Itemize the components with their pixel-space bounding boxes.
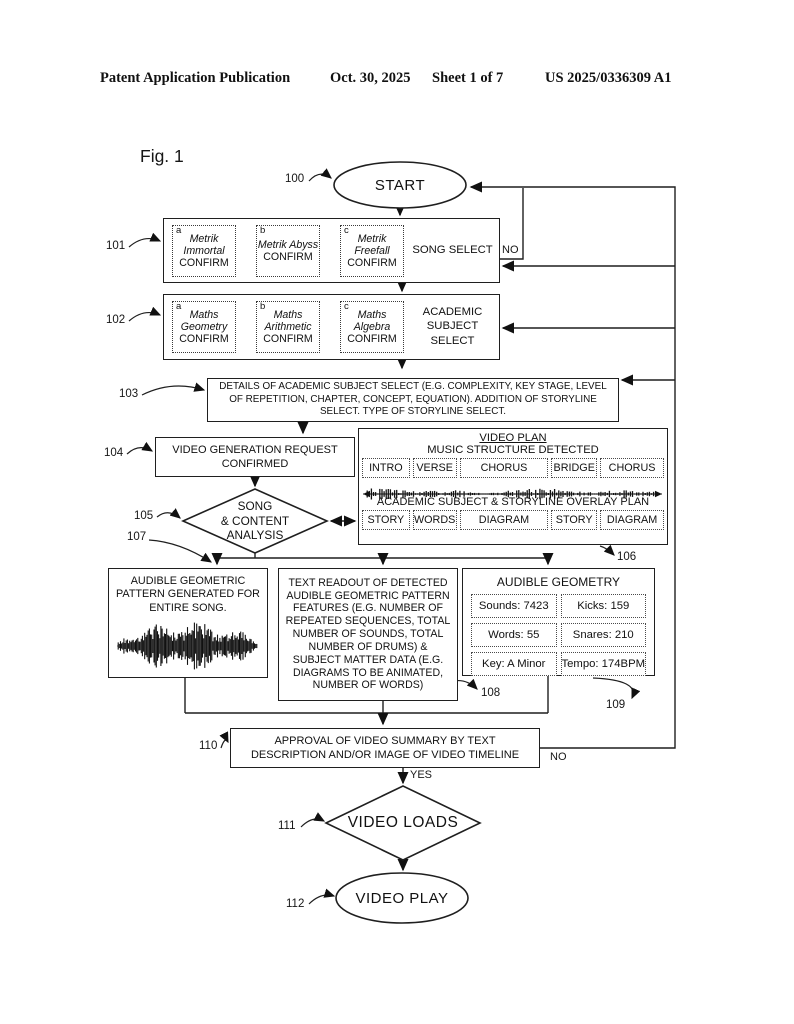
readout-text: TEXT READOUT OF DETECTED AUDIBLE GEOMETRIC PATTERN FEATURES (E.G. NUMBER OF REPEATED SEQUENCES, TOTAL NUMBER OF SOUNDS, TOTAL NUMBER OF DRUMS) & SUBJECT MATTER DATA (E.G. DIAGRAMS TO BE ANIMATED, NUMBER OF WORDS) xyxy=(285,576,451,692)
song-option-c-key: c xyxy=(344,225,349,236)
details-text: DETAILS OF ACADEMIC SUBJECT SELECT (E.G. COMPLEXITY, KEY STAGE, LEVEL OF REPETITION, CHAPTER, CONCEPT, EQUATION). ADDITION OF STORYLINE SELECT. TYPE OF STORYLINE SELECT. xyxy=(219,380,607,418)
geometry-cell-snares: Snares: 210 xyxy=(561,623,647,647)
video-loads-label: VIDEO LOADS xyxy=(347,814,459,831)
ref-109: 109 xyxy=(606,699,626,711)
header-patent-number: US 2025/0336309 A1 xyxy=(545,70,672,86)
geometry-cell-words: Words: 55 xyxy=(471,623,557,647)
geometry-cell-key: Key: A Minor xyxy=(471,652,557,676)
structure-cell: VERSE xyxy=(413,458,457,478)
ref-106: 106 xyxy=(617,551,637,563)
analysis-label xyxy=(185,497,325,545)
yes-label-approval: YES xyxy=(410,769,433,781)
readout-box xyxy=(278,568,458,701)
ref-110: 110 xyxy=(199,740,218,752)
timeline-waveform xyxy=(363,486,662,502)
geometry-cell-kicks: Kicks: 159 xyxy=(561,594,647,618)
start-node-label: START xyxy=(374,176,426,194)
video-play-label: VIDEO PLAY xyxy=(355,890,449,907)
ref-103: 103 xyxy=(119,388,139,400)
song-select-label: SONG SELECT xyxy=(412,244,493,256)
subject-option-b-name: Maths Arithmetic xyxy=(264,308,312,333)
ref-112: 112 xyxy=(286,898,305,910)
song-option-c-name: Metrik Freefall xyxy=(354,232,390,257)
ref-107: 107 xyxy=(127,531,147,543)
pattern-box xyxy=(108,568,268,678)
overlay-cell: WORDS xyxy=(413,510,457,530)
structure-cell: CHORUS xyxy=(600,458,664,478)
approval-text: APPROVAL OF VIDEO SUMMARY BY TEXT DESCRIPTION AND/OR IMAGE OF VIDEO TIMELINE xyxy=(250,734,520,761)
video-request-box xyxy=(155,437,355,477)
subject-option-a xyxy=(172,301,236,353)
no-label-song-select: NO xyxy=(502,244,519,256)
song-option-a-key: a xyxy=(176,225,182,236)
subject-option-c-name: Maths Algebra xyxy=(353,308,391,333)
geometry-row xyxy=(471,594,646,618)
geometry-row xyxy=(471,652,646,676)
geometry-title: AUDIBLE GEOMETRY xyxy=(496,575,621,589)
overlay-cell: DIAGRAM xyxy=(600,510,664,530)
subject-option-c-confirm: CONFIRM xyxy=(347,333,397,346)
subject-option-a-name: Maths Geometry xyxy=(180,308,228,333)
subject-option-c-key: c xyxy=(344,301,349,312)
song-option-b-confirm: CONFIRM xyxy=(263,251,313,263)
song-waveform xyxy=(117,619,258,673)
music-structure-row xyxy=(362,458,664,478)
structure-cell: INTRO xyxy=(362,458,410,478)
structure-cell: CHORUS xyxy=(460,458,549,478)
video-plan-title: VIDEO PLAN xyxy=(479,432,547,444)
geometry-cell-sounds: Sounds: 7423 xyxy=(471,594,557,618)
pattern-text: AUDIBLE GEOMETRIC PATTERN GENERATED FOR ENTIRE SONG. xyxy=(116,575,260,614)
ref-101: 101 xyxy=(106,240,126,252)
header-sheet: Sheet 1 of 7 xyxy=(432,70,504,86)
subject-option-b xyxy=(256,301,320,353)
song-option-b-key: b xyxy=(260,225,266,236)
song-option-b-name: Metrik Abyss xyxy=(257,238,319,251)
ref-102: 102 xyxy=(106,314,126,326)
geometry-cell-tempo: Tempo: 174BPM xyxy=(561,652,647,676)
header-date: Oct. 30, 2025 xyxy=(330,70,411,86)
overlay-plan-title: ACADEMIC SUBJECT & STORYLINE OVERLAY PLAN xyxy=(376,496,650,508)
ref-105: 105 xyxy=(134,510,154,522)
ref-108: 108 xyxy=(481,687,501,699)
subject-select-label: ACADEMIC SUBJECT SELECT xyxy=(422,306,483,347)
song-option-a xyxy=(172,225,236,277)
ref-100: 100 xyxy=(285,173,305,185)
song-option-b xyxy=(256,225,320,277)
video-plan-table xyxy=(358,428,668,545)
ref-111: 111 xyxy=(278,820,296,832)
structure-cell: BRIDGE xyxy=(551,458,597,478)
no-label-approval: NO xyxy=(550,751,567,763)
figure-label: Fig. 1 xyxy=(140,146,184,166)
analysis-line-2: & CONTENT xyxy=(220,513,290,528)
subject-option-a-confirm: CONFIRM xyxy=(179,333,229,346)
ref-104: 104 xyxy=(104,447,124,459)
overlay-cell: STORY xyxy=(362,510,410,530)
geometry-box xyxy=(462,568,655,676)
overlay-plan-row xyxy=(362,510,664,530)
video-request-text: VIDEO GENERATION REQUEST CONFIRMED xyxy=(172,443,338,470)
subject-option-c xyxy=(340,301,404,353)
subject-option-b-confirm: CONFIRM xyxy=(263,333,313,346)
subject-option-a-key: a xyxy=(176,301,182,312)
song-option-c xyxy=(340,225,404,277)
header-publication: Patent Application Publication xyxy=(100,70,291,86)
geometry-row xyxy=(471,623,646,647)
song-option-a-confirm: CONFIRM xyxy=(179,257,229,270)
analysis-line-3: ANALYSIS xyxy=(226,528,284,543)
song-option-a-name: Metrik Immortal xyxy=(183,232,225,257)
overlay-cell: STORY xyxy=(551,510,597,530)
approval-box xyxy=(230,728,540,768)
subject-option-b-key: b xyxy=(260,301,266,312)
song-option-c-confirm: CONFIRM xyxy=(347,257,397,270)
analysis-line-1: SONG xyxy=(237,498,273,513)
overlay-cell: DIAGRAM xyxy=(460,510,549,530)
details-box xyxy=(207,378,619,422)
video-plan-subtitle: MUSIC STRUCTURE DETECTED xyxy=(427,444,599,456)
